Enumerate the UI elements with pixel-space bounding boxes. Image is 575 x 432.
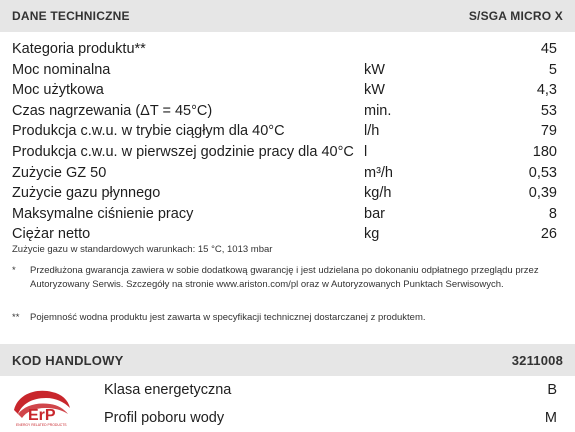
spec-row (0, 144, 575, 165)
spec-value: 79 (540, 123, 557, 140)
footnote-text: Przedłużona gwarancja zawiera w sobie dodatkową gwarancję i jest udzielana po dokonaniu odpłatnego przeglądu przez Autoryzowany Serwis. Szczegóły na stronie www.ariston.com/pl oraz w Autoryzowanych Punktach Serwisowych. (30, 265, 539, 290)
spec-label: Ciężar netto (12, 226, 91, 243)
spec-value: 26 (540, 226, 557, 243)
spec-value: 0,39 (528, 185, 557, 202)
energy-class-row (0, 378, 575, 404)
spec-row (0, 123, 575, 144)
energy-class-label: Klasa energetyczna (104, 382, 232, 398)
spec-unit: min. (364, 102, 392, 119)
header-bar (0, 0, 575, 32)
trade-code-value: 3211008 (511, 353, 563, 368)
spec-unit: kg/h (364, 185, 392, 202)
spec-row (0, 82, 575, 103)
spec-row (0, 41, 575, 62)
spec-label: Kategoria produktu** (12, 41, 146, 57)
footnote-mark: * (12, 265, 16, 276)
footnote-mark: ** (12, 312, 20, 323)
spec-value: 0,53 (528, 164, 557, 181)
spec-value: 5 (548, 61, 557, 78)
spec-row (0, 62, 575, 83)
spec-table (0, 41, 575, 247)
section-title: DANE TECHNICZNE (12, 9, 130, 23)
spec-unit: kg (364, 226, 380, 243)
spec-value: 53 (540, 102, 557, 119)
spec-label: Zużycie GZ 50 (12, 164, 107, 181)
spec-row (0, 165, 575, 186)
spec-unit: l/h (364, 123, 380, 140)
svg-text:ENERGY RELATED PRODUCTS: ENERGY RELATED PRODUCTS (16, 423, 67, 427)
spec-value: 180 (532, 143, 557, 160)
model-name: S/SGA MICRO X (468, 9, 563, 23)
spec-unit: kW (364, 82, 385, 99)
spec-label: Zużycie gazu płynnego (12, 185, 161, 202)
spec-value: 45 (540, 41, 557, 57)
load-profile-label: Profil poboru wody (104, 410, 225, 426)
footnote-text: Pojemność wodna produktu jest zawarta w specyfikacji technicznej dostarczanej z produktem. (30, 312, 426, 323)
spec-unit: kW (364, 61, 385, 78)
spec-label: Moc użytkowa (12, 82, 104, 99)
spec-label: Maksymalne ciśnienie pracy (12, 205, 194, 222)
svg-text:ErP: ErP (28, 407, 56, 424)
footnote-warranty (12, 264, 557, 292)
spec-unit: l (364, 143, 368, 160)
spec-value: 8 (548, 205, 557, 222)
footnote-capacity (12, 311, 557, 325)
load-profile-row (0, 406, 575, 432)
spec-unit: m³/h (364, 164, 393, 181)
spec-row (0, 206, 575, 227)
spec-value: 4,3 (536, 82, 557, 99)
spec-label: Moc nominalna (12, 61, 111, 78)
gas-conditions-note: Zużycie gazu w standardowych warunkach: 15 °C, 1013 mbar (12, 244, 273, 255)
energy-class-value: B (547, 382, 557, 398)
spec-row (0, 103, 575, 124)
spec-row (0, 185, 575, 206)
trade-code-label: KOD HANDLOWY (12, 353, 124, 368)
load-profile-value: M (544, 410, 557, 426)
trade-code-bar (0, 344, 575, 376)
spec-unit: bar (364, 205, 385, 222)
spec-label: Produkcja c.w.u. w pierwszej godzinie pracy dla 40°C (12, 143, 354, 160)
spec-label: Produkcja c.w.u. w trybie ciągłym dla 40°C (12, 123, 285, 140)
spec-label: Czas nagrzewania (ΔT = 45°C) (12, 102, 213, 119)
